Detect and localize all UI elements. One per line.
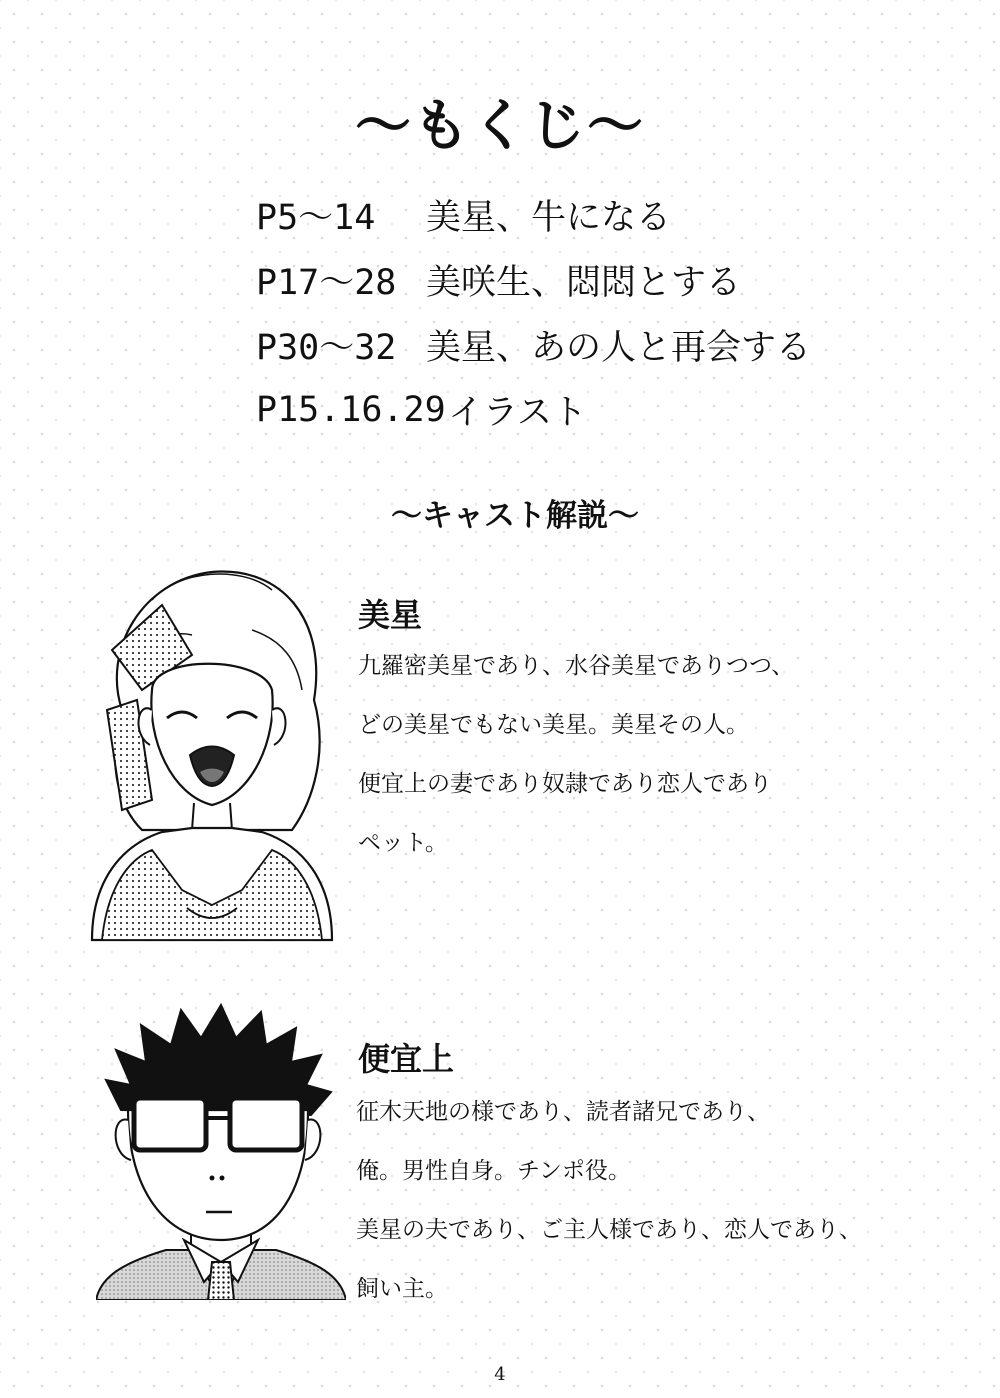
description-line: 飼い主。 bbox=[356, 1276, 448, 1302]
cast-heading: ～キャスト解説～ bbox=[391, 498, 639, 534]
description-line: 征木天地の様であり、読者諸兄であり、 bbox=[356, 1099, 770, 1125]
toc-entry bbox=[256, 182, 811, 247]
character-description bbox=[356, 1083, 862, 1319]
toc-entry bbox=[256, 377, 811, 442]
toc-title: 美咲生、悶悶とする bbox=[426, 262, 742, 303]
toc-title: 美星、牛になる bbox=[426, 197, 672, 238]
character-name: 便宜上 bbox=[358, 1040, 455, 1078]
page-title: ～もくじ～ bbox=[355, 94, 645, 159]
description-line: ペット。 bbox=[358, 830, 448, 856]
toc-pages: P30～32 bbox=[256, 327, 397, 368]
description-line: 便宜上の妻であり奴隷であり恋人であり bbox=[358, 771, 772, 797]
toc-title: 美星、あの人と再会する bbox=[426, 327, 812, 368]
description-line: 九羅密美星であり、水谷美星でありつつ、 bbox=[358, 653, 795, 679]
table-of-contents bbox=[256, 182, 811, 442]
toc-entry bbox=[256, 247, 811, 312]
character-description bbox=[358, 637, 794, 873]
toc-pages: P5～14 bbox=[256, 197, 376, 238]
bengijou-portrait bbox=[96, 1000, 346, 1300]
character-name: 美星 bbox=[358, 596, 423, 634]
toc-pages: P17～28 bbox=[256, 262, 397, 303]
mihoshi-portrait bbox=[82, 560, 342, 945]
description-line: 俺。男性自身。チンポ役。 bbox=[356, 1158, 631, 1184]
toc-entry bbox=[256, 312, 811, 377]
page-number: 4 bbox=[494, 1364, 506, 1385]
toc-title: イラスト bbox=[448, 392, 587, 433]
description-line: どの美星でもない美星。美星その人。 bbox=[358, 712, 749, 738]
toc-pages: P15.16.29 bbox=[256, 389, 446, 430]
description-line: 美星の夫であり、ご主人様であり、恋人であり、 bbox=[356, 1217, 862, 1243]
